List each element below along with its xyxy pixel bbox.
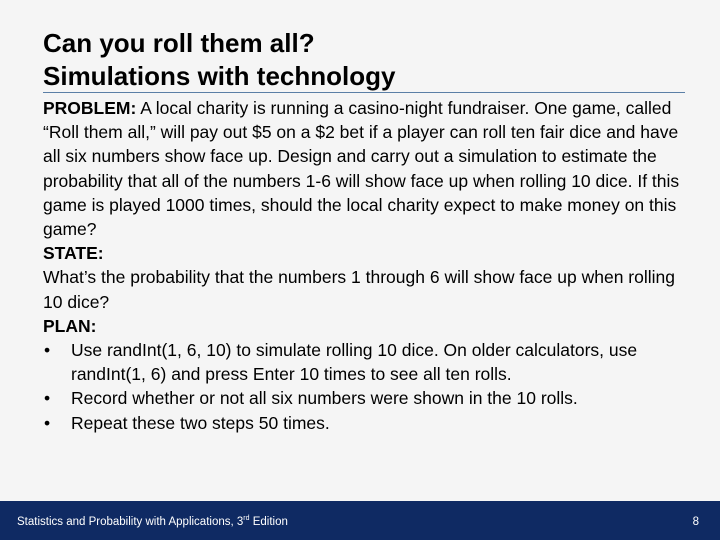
title-line-2: Simulations with technology bbox=[43, 61, 396, 91]
plan-item-text: Repeat these two steps 50 times. bbox=[71, 412, 330, 433]
footer-book-suffix: Edition bbox=[249, 516, 288, 528]
footer-book-title bbox=[17, 516, 288, 528]
plan-item bbox=[43, 411, 683, 435]
slide-title bbox=[43, 27, 683, 93]
plan-label: PLAN: bbox=[43, 315, 97, 336]
title-line-1: Can you roll them all? bbox=[43, 28, 315, 58]
state-label: STATE: bbox=[43, 243, 104, 264]
state-text: What’s the probability that the numbers 1 through 6 will show face up when rolling 10 dice? bbox=[43, 267, 675, 312]
problem-label: PROBLEM: bbox=[43, 98, 137, 118]
bullet-icon: • bbox=[44, 412, 51, 433]
page-number: 8 bbox=[692, 516, 699, 528]
slide-body bbox=[43, 96, 683, 435]
plan-item-text: Record whether or not all six numbers were shown in the 10 rolls. bbox=[71, 388, 578, 409]
problem-text: A local charity is running a casino-night fundraiser. One game, called “Roll them all,” will pay out $5 on a $2 bet if a player can roll ten fair dice and have all six numbers show face up. Design and carry out a simulation to estimate the probability that all of the numbers 1-6 will show face up when rolling 10 dice. If this game is played 1000 times, should the local charity expect to make money on this game? bbox=[43, 98, 680, 240]
title-divider bbox=[43, 92, 685, 93]
bullet-icon: • bbox=[44, 388, 51, 409]
plan-list bbox=[43, 338, 683, 435]
bullet-icon: • bbox=[44, 340, 51, 361]
problem-paragraph bbox=[43, 96, 683, 241]
footer-book-prefix: Statistics and Probability with Applications, 3 bbox=[17, 516, 244, 528]
footer-edition-sup: rd bbox=[243, 515, 250, 523]
plan-item bbox=[43, 338, 683, 386]
plan-item-text: Use randInt(1, 6, 10) to simulate rolling 10 dice. On older calculators, use randInt(1, 6) and press Enter 10 times to see all ten rolls. bbox=[71, 340, 638, 385]
footer-bar bbox=[0, 501, 720, 540]
plan-item bbox=[43, 386, 683, 410]
